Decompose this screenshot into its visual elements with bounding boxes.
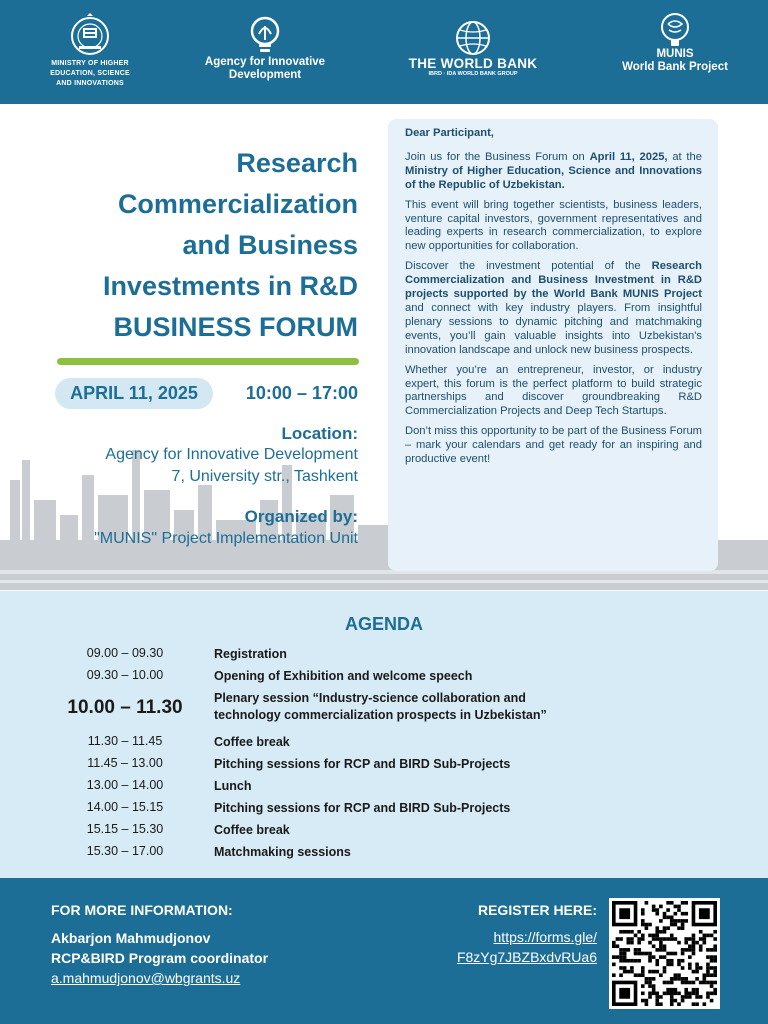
register-link[interactable]: F8zYg7JBZBxdvRUa6 bbox=[456, 949, 597, 965]
accent-divider bbox=[57, 358, 359, 365]
organizer-label: Organized by: bbox=[244, 507, 358, 526]
letter-paragraph-1 bbox=[405, 151, 702, 193]
event-date-badge: APRIL 11, 2025 bbox=[55, 378, 213, 409]
globe-icon bbox=[455, 20, 491, 56]
location-label: Location: bbox=[281, 424, 358, 443]
agenda-time: 09.00 – 09.30 bbox=[86, 646, 164, 660]
munis-name: MUNIS bbox=[656, 48, 694, 60]
contact-email-link[interactable]: a.mahmudjonov@wbgrants.uz bbox=[51, 970, 241, 986]
info-label: FOR MORE INFORMATION: bbox=[51, 902, 233, 918]
agenda-item: Registration bbox=[214, 647, 287, 661]
letter-greeting: Dear Participant, bbox=[405, 127, 494, 139]
text-span: Discover the investment potential of the bbox=[405, 260, 652, 273]
agenda-item: Coffee break bbox=[214, 735, 290, 749]
agenda-time: 13.00 – 14.00 bbox=[86, 778, 164, 792]
qr-code-icon bbox=[612, 901, 717, 1006]
letter-paragraph-5: Don’t miss this opportunity to be part of the Business Forum – mark your calendars and get ready for an inspiring and productive event! bbox=[405, 425, 702, 466]
text-bold: Research Commercialization and Business Investment in R&D projects supported by the World Bank MUNIS Project bbox=[405, 260, 702, 301]
agenda-time: 15.30 – 17.00 bbox=[86, 844, 164, 858]
lightbulb-icon bbox=[245, 14, 285, 56]
agenda-item: Plenary session “Industry-science collaboration and technology commercialization prospects in Uzbekistan” bbox=[214, 691, 547, 722]
title-line: Research bbox=[236, 148, 358, 178]
header-bar bbox=[0, 0, 768, 104]
munis-logo bbox=[610, 12, 740, 74]
agenda-item: Matchmaking sessions bbox=[214, 845, 351, 859]
agenda-item: Pitching sessions for RCP and BIRD Sub-Projects bbox=[214, 757, 511, 771]
world-bank-name: THE WORLD BANK bbox=[408, 56, 538, 71]
ministry-name-line2: EDUCATION, SCIENCE bbox=[50, 70, 130, 77]
agenda-time: 15.15 – 15.30 bbox=[86, 822, 164, 836]
registration-qr-code[interactable] bbox=[609, 898, 720, 1009]
ministry-name-line1: MINISTRY OF HIGHER bbox=[51, 60, 129, 67]
agenda-item: Lunch bbox=[214, 779, 252, 793]
letter-paragraph-3 bbox=[405, 260, 702, 357]
contact-role: RCP&BIRD Program coordinator bbox=[51, 950, 269, 966]
text-span: Join us for the Business Forum on bbox=[405, 150, 590, 163]
agenda-item: Coffee break bbox=[214, 823, 290, 837]
text-bold: Ministry of Higher Education, Science and Innovations of the Republic of Uzbekistan. bbox=[405, 164, 702, 191]
footer-bar bbox=[0, 878, 768, 1024]
text-bold: April 11, 2025, bbox=[589, 150, 668, 163]
agenda-time: 09.30 – 10.00 bbox=[86, 668, 164, 682]
agency-name-line2: Development bbox=[228, 69, 302, 81]
text-span: and connect with key industry players. From insightful plenary sessions to dynamic pitching and matchmaking events, you’ll gain valuable insights into Uzbekistan's innovation landscape and unlock new business prospects. bbox=[405, 301, 702, 356]
letter-paragraph-4: Whether you’re an entrepreneur, investor, or industry expert, this forum is the perfect platform to build strategic partnerships and discover groundbreaking R&D Commercialization Projects and Deep Tech Startups. bbox=[405, 363, 702, 418]
world-bank-logo bbox=[398, 20, 548, 78]
agenda-title: AGENDA bbox=[344, 614, 423, 634]
brain-icon bbox=[657, 12, 693, 48]
location-venue: Agency for Innovative Development bbox=[105, 446, 358, 463]
agenda-item: Pitching sessions for RCP and BIRD Sub-Projects bbox=[214, 801, 511, 815]
contact-name: Akbarjon Mahmudjonov bbox=[51, 930, 211, 946]
agenda-time: 10.00 – 11.30 bbox=[67, 697, 183, 718]
location-address: 7, University str., Tashkent bbox=[171, 468, 358, 485]
agenda-time: 11.30 – 11.45 bbox=[87, 734, 163, 748]
ministry-logo bbox=[40, 12, 140, 88]
title-line: Commercialization bbox=[117, 189, 358, 219]
title-line: Investments in R&D bbox=[102, 271, 358, 301]
ministry-name-line3: AND INNOVATIONS bbox=[56, 80, 124, 87]
organizer-name: "MUNIS" Project Implementation Unit bbox=[94, 530, 358, 547]
title-line: and Business bbox=[182, 230, 358, 260]
agency-logo bbox=[195, 14, 335, 82]
agenda-time: 14.00 – 15.15 bbox=[86, 800, 164, 814]
event-time: 10:00 – 17:00 bbox=[245, 383, 358, 403]
event-title bbox=[28, 143, 358, 348]
munis-subtitle: World Bank Project bbox=[622, 61, 728, 73]
title-line: BUSINESS FORUM bbox=[113, 312, 358, 342]
agency-name-line1: Agency for Innovative bbox=[204, 56, 326, 68]
ministry-emblem-icon bbox=[65, 12, 115, 58]
text-span: at the bbox=[667, 150, 702, 163]
agenda-section bbox=[0, 591, 768, 878]
world-bank-subtitle: IBRD · IDA WORLD BANK GROUP bbox=[428, 71, 518, 77]
register-label: REGISTER HERE: bbox=[477, 902, 597, 918]
letter-paragraph-2: This event will bring together scientists, business leaders, venture capital investors, government representatives and leading experts in research commercialization, to explore new opportunities for collaboration. bbox=[405, 198, 702, 253]
invitation-letter bbox=[388, 119, 718, 571]
agenda-item: Opening of Exhibition and welcome speech bbox=[214, 669, 473, 683]
agenda-time: 11.45 – 13.00 bbox=[87, 756, 163, 770]
register-link[interactable]: https://forms.gle/ bbox=[493, 929, 597, 945]
